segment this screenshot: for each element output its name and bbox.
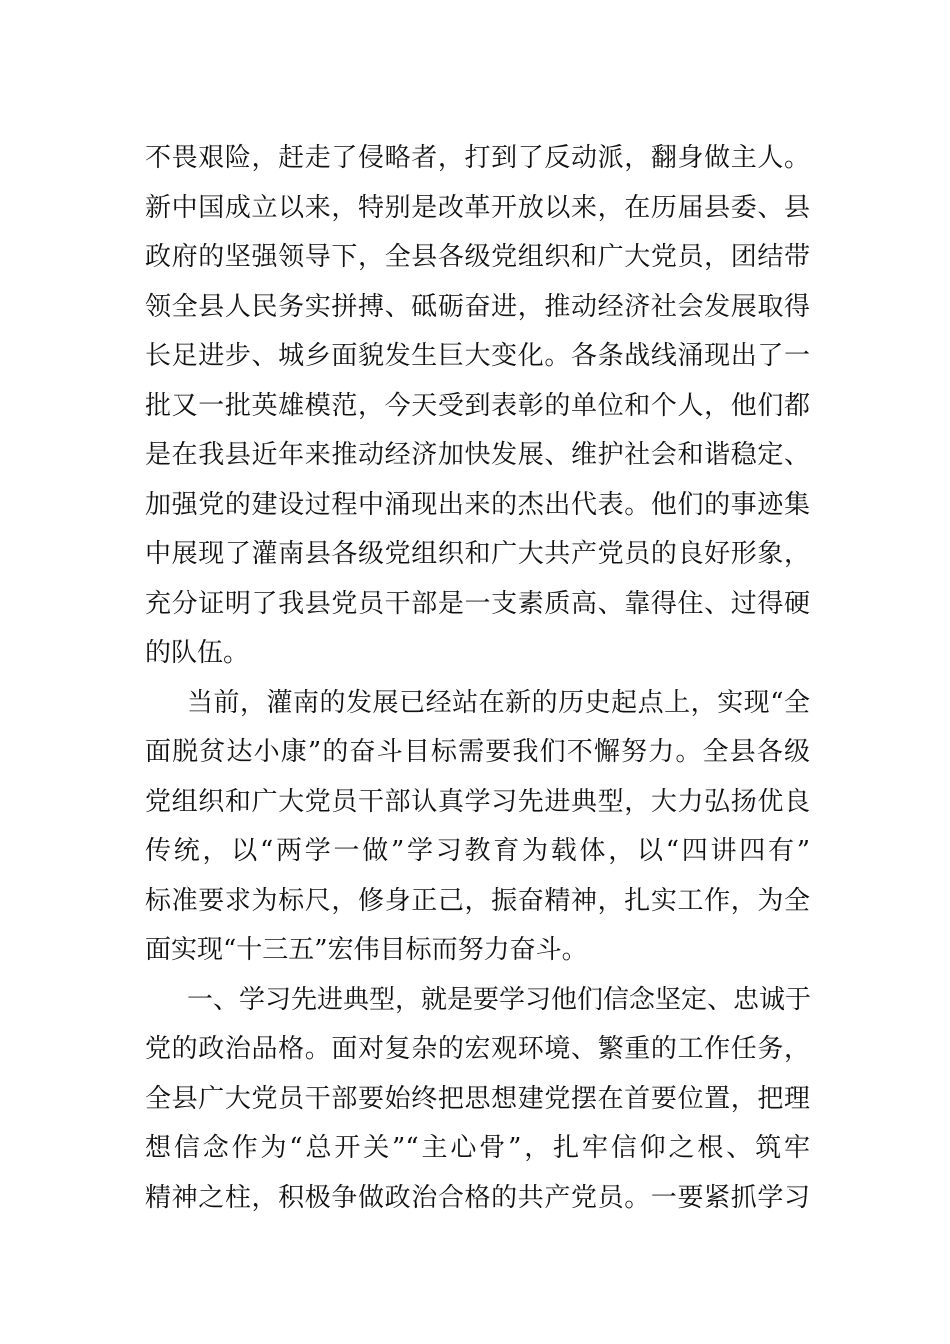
text-line: 标准要求为标尺，修身正己，振奋精神，扎实工作，为全: [145, 885, 810, 916]
text-line: 的队伍。: [145, 638, 250, 668]
text-line: 全县广大党员干部要始终把思想建党摆在首要位置，把理: [145, 1083, 810, 1114]
text-line: 政府的坚强领导下，全县各级党组织和广大党员，团结带: [145, 242, 810, 272]
text-line: 长足进步、城乡面貌发生巨大变化。各条战线涌现出了一: [145, 341, 810, 371]
text-line: 精神之柱，积极争做政治合格的共产党员。一要紧抓学习: [145, 1182, 810, 1213]
body-text: [145, 134, 810, 1223]
text-line: 党的政治品格。面对复杂的宏观环境、繁重的工作任务，: [145, 1034, 810, 1064]
text-line: 是在我县近年来推动经济加快发展、维护社会和谐稳定、: [145, 440, 810, 470]
text-line: 面脱贫达小康”的奋斗目标需要我们不懈努力。全县各级: [145, 737, 810, 767]
text-line: 面实现“十三五”宏伟目标而努力奋斗。: [145, 935, 588, 965]
text-line: 领全县人民务实拼搏、砥砺奋进，推动经济社会发展取得: [145, 291, 810, 322]
text-line: 不畏艰险，赶走了侵略者，打到了反动派，翻身做主人。: [145, 143, 810, 173]
text-line: 一、学习先进典型，就是要学习他们信念坚定、忠诚于: [187, 984, 812, 1015]
text-line: 党组织和广大党员干部认真学习先进典型，大力弘扬优良: [145, 786, 810, 817]
paragraph-2: [145, 679, 810, 976]
text-line: 中展现了灌南县各级党组织和广大共产党员的良好形象，: [145, 539, 810, 569]
text-line: 想信念作为“总开关”“主心骨”，扎牢信仰之根、筑牢: [145, 1133, 810, 1163]
text-line: 加强党的建设过程中涌现出来的杰出代表。他们的事迹集: [145, 489, 810, 520]
text-line: 充分证明了我县党员干部是一支素质高、靠得住、过得硬: [145, 588, 810, 619]
text-line: 新中国成立以来，特别是改革开放以来，在历届县委、县: [145, 192, 810, 223]
text-line: 当前，灌南的发展已经站在新的历史起点上，实现“全: [187, 687, 810, 718]
text-line: 传统，以“两学一做”学习教育为载体，以“四讲四有”: [145, 836, 810, 866]
paragraph-1: [145, 134, 810, 679]
paragraph-3: [145, 976, 810, 1224]
text-line: 批又一批英雄模范，今天受到表彰的单位和个人，他们都: [145, 390, 810, 421]
